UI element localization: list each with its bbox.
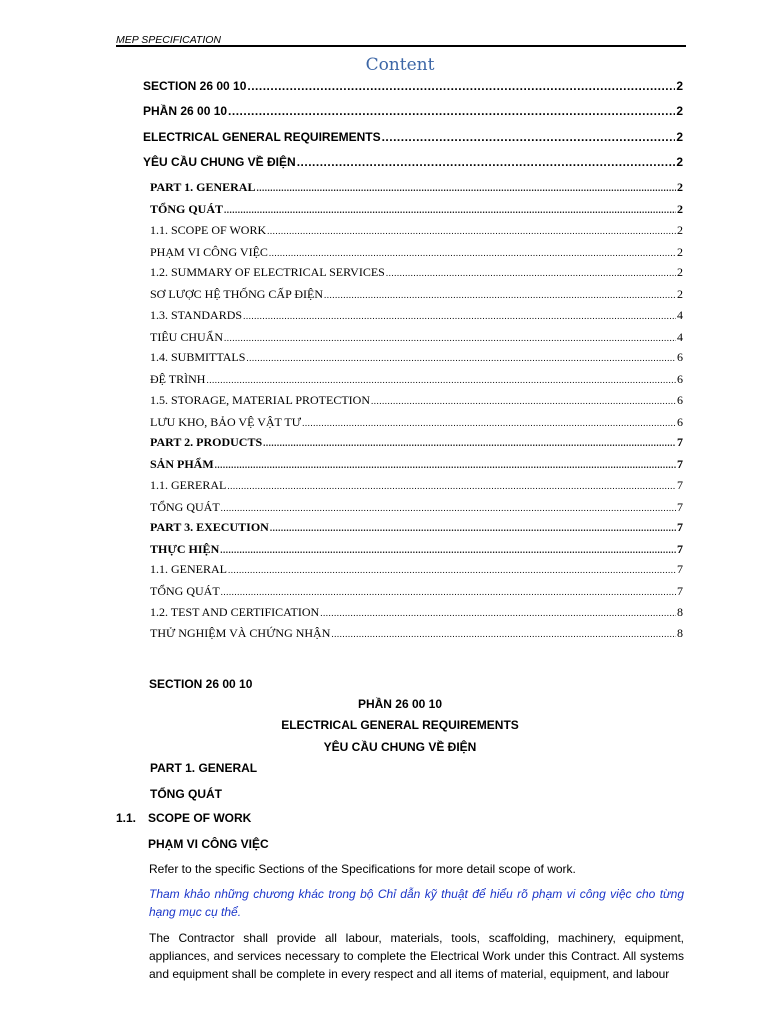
toc-entry[interactable]: PART 2. PRODUCTS ..... 7 <box>150 435 683 450</box>
toc-entry[interactable]: TIÊU CHUẨN ..... 4 <box>150 330 683 345</box>
paragraph-vn: Tham khảo những chương khác trong bộ Chỉ dẫn kỹ thuật để hiểu rõ phạm vi công việc cho từng hạng mục cụ thể. <box>149 887 684 919</box>
part-heading-vn: TỔNG QUÁT <box>150 787 222 801</box>
subsection-heading: SCOPE OF WORK <box>148 811 252 825</box>
toc-entry[interactable]: 1.1. GERERAL ..... 7 <box>150 478 683 493</box>
subsection-heading-vn: PHẠM VI CÔNG VIỆC <box>148 837 269 851</box>
paragraph: Refer to the specific Sections of the Specifications for more detail scope of work. <box>149 862 576 876</box>
toc-entry[interactable]: LƯU KHO, BẢO VỆ VẬT TƯ ..... 6 <box>150 415 683 430</box>
subsection-number: 1.1. <box>116 811 137 825</box>
toc-entry[interactable]: TỔNG QUÁT ..... 7 <box>150 584 683 599</box>
toc-entry[interactable]: SƠ LƯỢC HỆ THỐNG CẤP ĐIỆN ..... 2 <box>150 287 683 302</box>
toc-entry[interactable]: PHẦN 26 00 10 ..... 2 <box>143 104 683 118</box>
toc-entry[interactable]: THỰC HIỆN ..... 7 <box>150 542 683 557</box>
paragraph: The Contractor shall provide all labour, materials, tools, scaffolding, machinery, equipment, appliances, and services necessary to complete the Electrical Work under this Contract. All systems and equipment shall be complete in every respect and all items of material, equipment, and labour <box>149 931 684 981</box>
toc-title: Content <box>365 55 435 75</box>
document-title: ELECTRICAL GENERAL REQUIREMENTS <box>281 718 519 732</box>
toc-entry[interactable]: PART 1. GENERAL ..... 2 <box>150 180 683 195</box>
toc-entry[interactable]: PART 3. EXECUTION ..... 7 <box>150 520 683 535</box>
toc-entry[interactable]: 1.1. GENERAL ..... 7 <box>150 562 683 577</box>
part-heading: PART 1. GENERAL <box>150 761 258 775</box>
toc-entry[interactable]: 1.5. STORAGE, MATERIAL PROTECTION ..... 6 <box>150 393 683 408</box>
section-heading-vn: PHẦN 26 00 10 <box>357 697 443 711</box>
toc-entry[interactable]: 1.3. STANDARDS ..... 4 <box>150 308 683 323</box>
toc-entry[interactable]: 1.2. SUMMARY OF ELECTRICAL SERVICES ..... 2 <box>150 265 683 280</box>
toc-entry[interactable]: SẢN PHẨM ..... 7 <box>150 457 683 472</box>
section-heading: SECTION 26 00 10 <box>149 677 253 691</box>
toc-entry[interactable]: 1.2. TEST AND CERTIFICATION ..... 8 <box>150 605 683 620</box>
toc-entry[interactable]: SECTION 26 00 10 ..... 2 <box>143 79 683 93</box>
toc-entry[interactable]: 1.1. SCOPE OF WORK ..... 2 <box>150 223 683 238</box>
document-title-vn: YÊU CẦU CHUNG VỀ ĐIỆN <box>323 740 477 754</box>
toc-entry[interactable]: TỔNG QUÁT ..... 7 <box>150 500 683 515</box>
toc-entry[interactable]: 1.4. SUBMITTALS ..... 6 <box>150 350 683 365</box>
toc-entry[interactable]: ELECTRICAL GENERAL REQUIREMENTS ..... 2 <box>143 130 683 144</box>
toc-entry[interactable]: YÊU CẦU CHUNG VỀ ĐIỆN ..... 2 <box>143 155 683 169</box>
page-header <box>116 33 686 47</box>
toc-entry[interactable]: TỔNG QUÁT ..... 2 <box>150 202 683 217</box>
header-label: MEP SPECIFICATION <box>116 34 222 46</box>
toc-entry[interactable]: ĐỆ TRÌNH ..... 6 <box>150 372 683 387</box>
toc-entry[interactable]: PHẠM VI CÔNG VIỆC ..... 2 <box>150 245 683 260</box>
toc-entry[interactable]: THỬ NGHIỆM VÀ CHỨNG NHẬN ..... 8 <box>150 626 683 641</box>
